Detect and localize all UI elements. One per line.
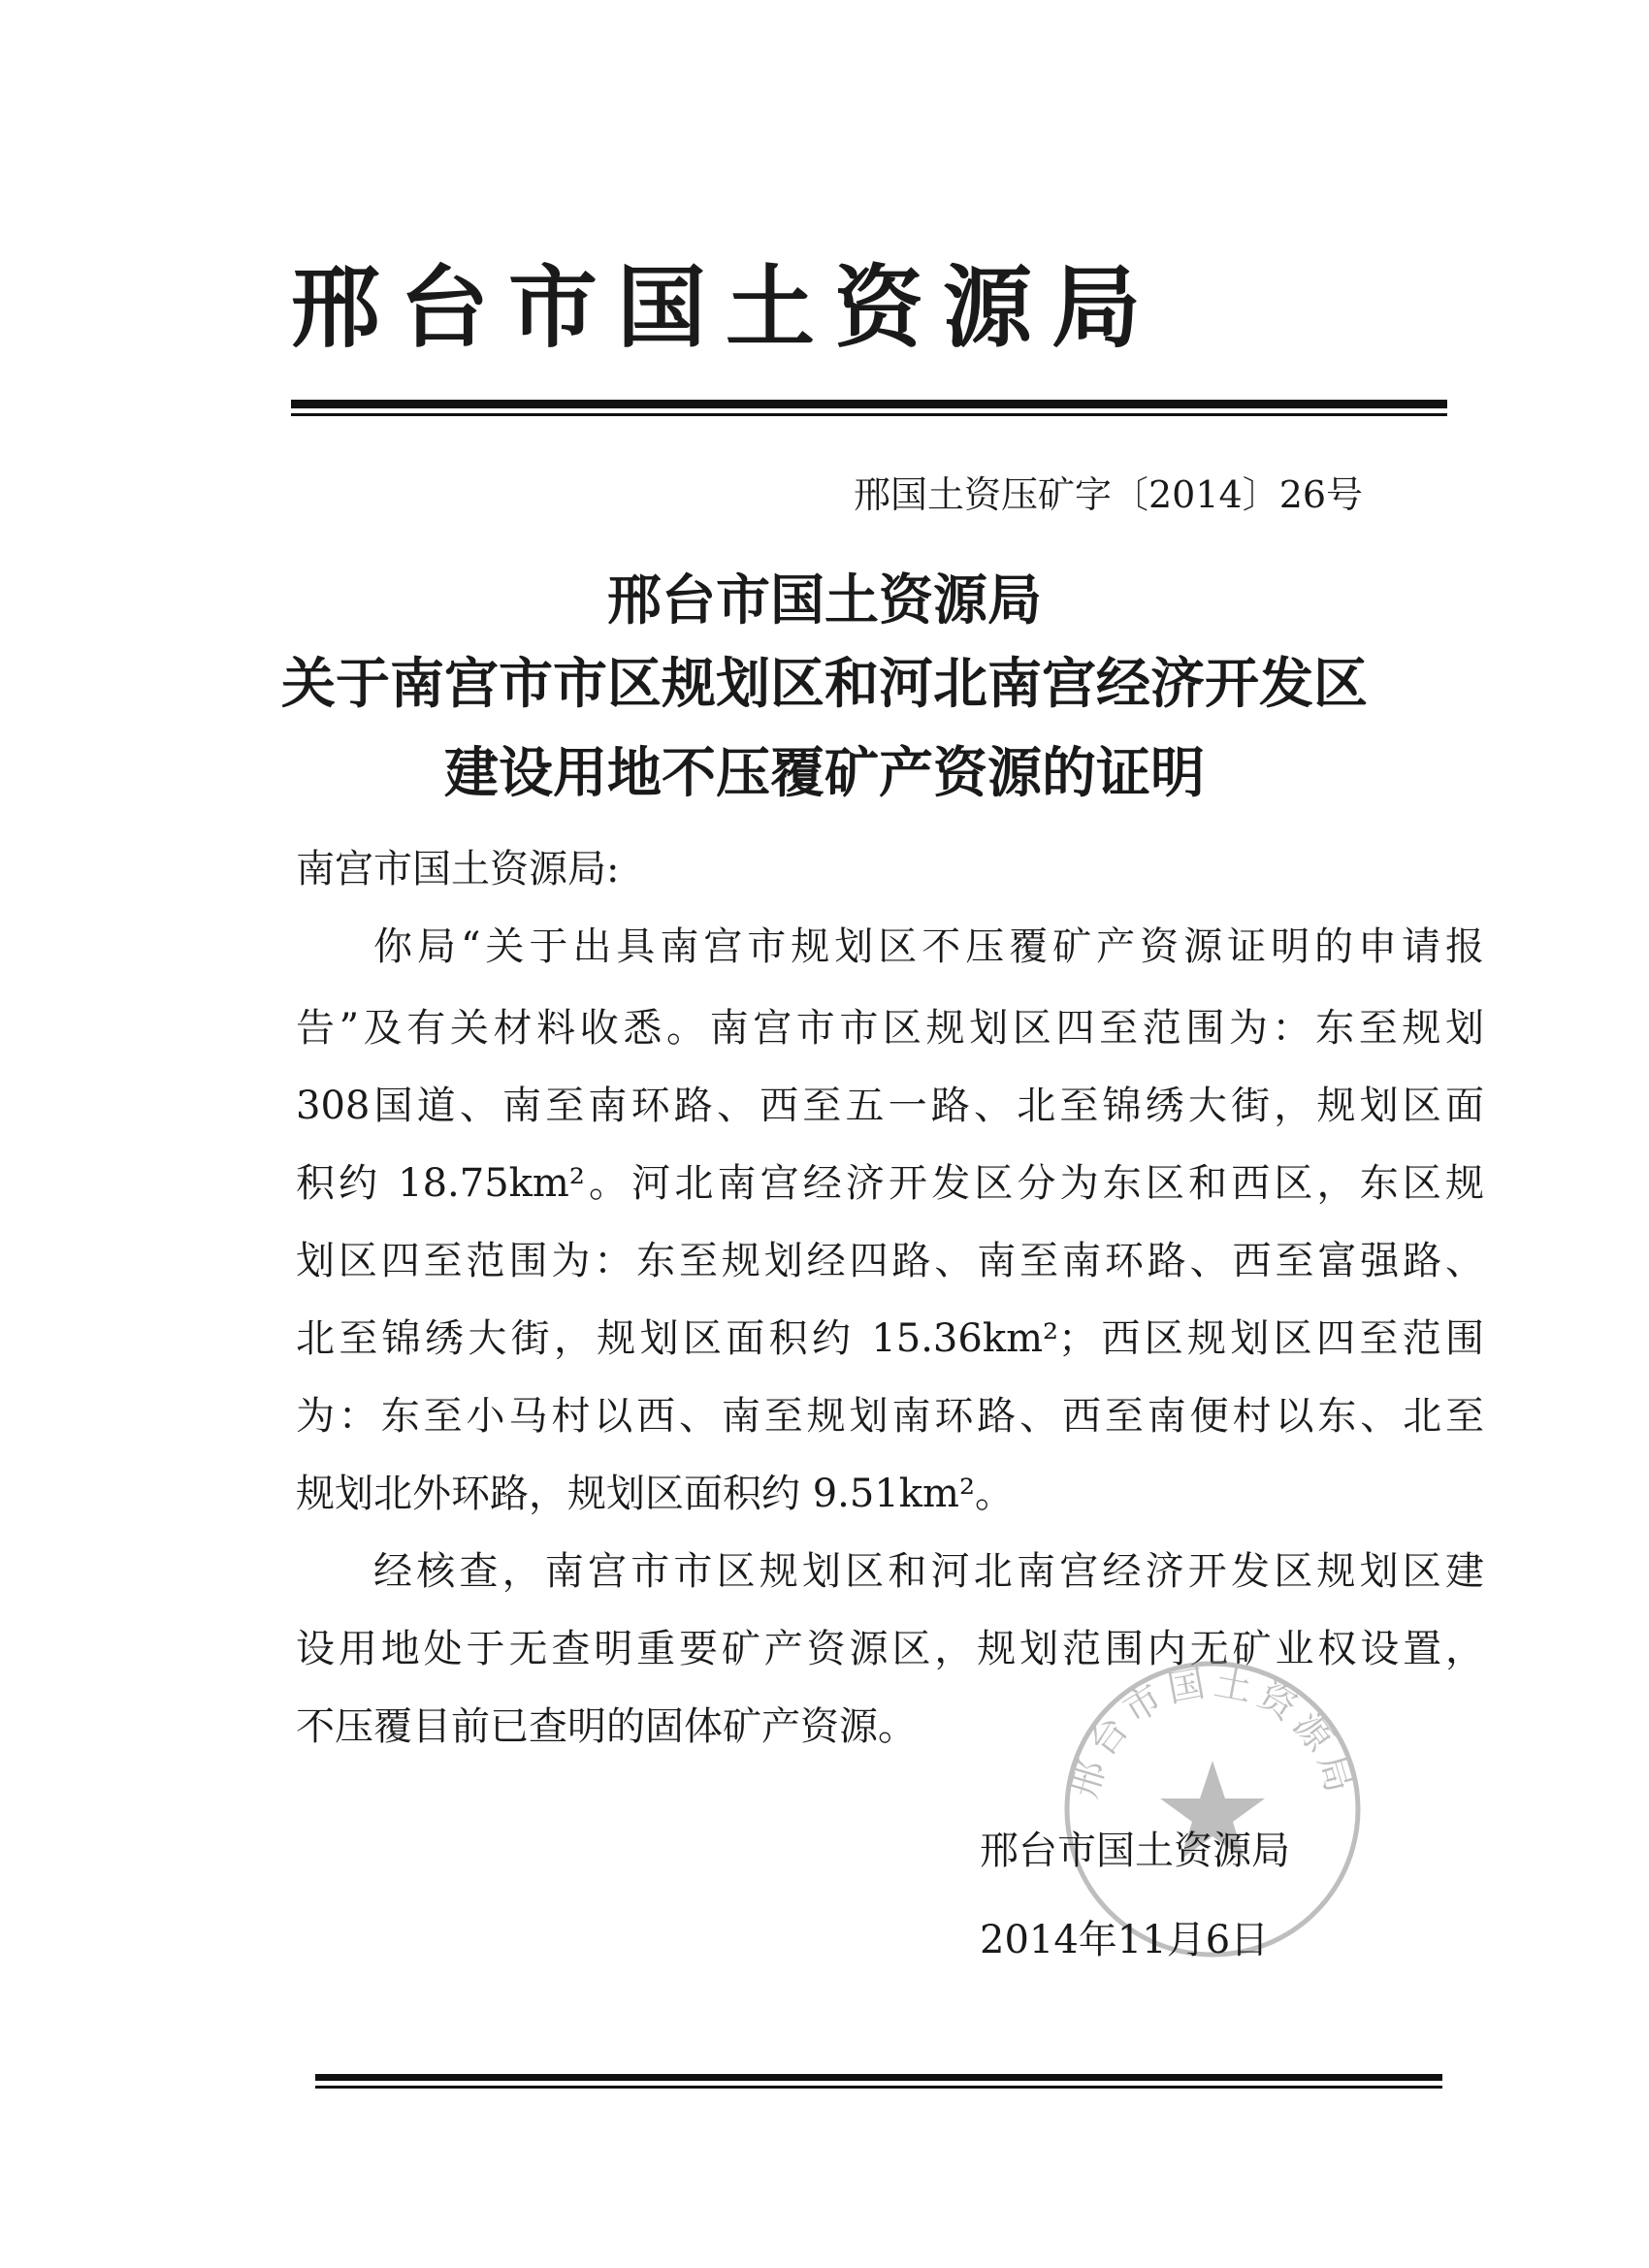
document-number: 邢国土资压矿字〔2014〕26号 xyxy=(854,473,1364,516)
issuer-header: 邢台市国土资源局 xyxy=(291,256,1161,360)
document-title-line-1: 邢台市国土资源局 xyxy=(607,569,1042,632)
paragraph-1-line: 告”及有关材料收悉。南宫市市区规划区四至范围为：东至规划 xyxy=(296,1006,1484,1051)
document-title-line-3: 建设用地不压覆矿产资源的证明 xyxy=(444,742,1205,805)
paragraph-2-line: 设用地处于无查明重要矿产资源区，规划范围内无矿业权设置， xyxy=(296,1627,1484,1671)
paragraph-1-line: 积约 18.75km²。河北南宫经济开发区分为东区和西区，东区规 xyxy=(296,1161,1484,1206)
paragraph-2-line: 经核查，南宫市市区规划区和河北南宫经济开发区规划区建 xyxy=(373,1549,1484,1594)
paragraph-1-line: 规划北外环路，规划区面积约 9.51km²。 xyxy=(296,1472,1014,1516)
header-rule-thin xyxy=(291,413,1447,416)
paragraph-1-line: 划区四至范围为：东至规划经四路、南至南环路、西至富强路、 xyxy=(296,1239,1484,1283)
paragraph-1-line: 308国道、南至南环路、西至五一路、北至锦绣大街，规划区面 xyxy=(296,1084,1484,1128)
paragraph-1-line: 你局“关于出具南宫市规划区不压覆矿产资源证明的申请报 xyxy=(373,924,1484,969)
salutation: 南宫市国土资源局: xyxy=(296,847,620,891)
signature-date: 2014年11月6日 xyxy=(980,1918,1270,1962)
svg-text:邢台市国土资源局: 邢台市国土资源局 xyxy=(1062,1660,1363,1803)
footer-rule-thick xyxy=(315,2074,1442,2081)
document-title-line-2: 关于南宫市市区规划区和河北南宫经济开发区 xyxy=(281,653,1368,716)
footer-rule-thin xyxy=(315,2086,1442,2089)
header-rule-thick xyxy=(291,400,1447,408)
paragraph-1-line: 为：东至小马村以西、南至规划南环路、西至南便村以东、北至 xyxy=(296,1394,1484,1439)
paragraph-2-line: 不压覆目前已查明的固体矿产资源。 xyxy=(296,1704,917,1749)
signature-organization: 邢台市国土资源局 xyxy=(980,1829,1290,1873)
paragraph-1-line: 北至锦绣大街，规划区面积约 15.36km²；西区规划区四至范围 xyxy=(296,1316,1484,1361)
